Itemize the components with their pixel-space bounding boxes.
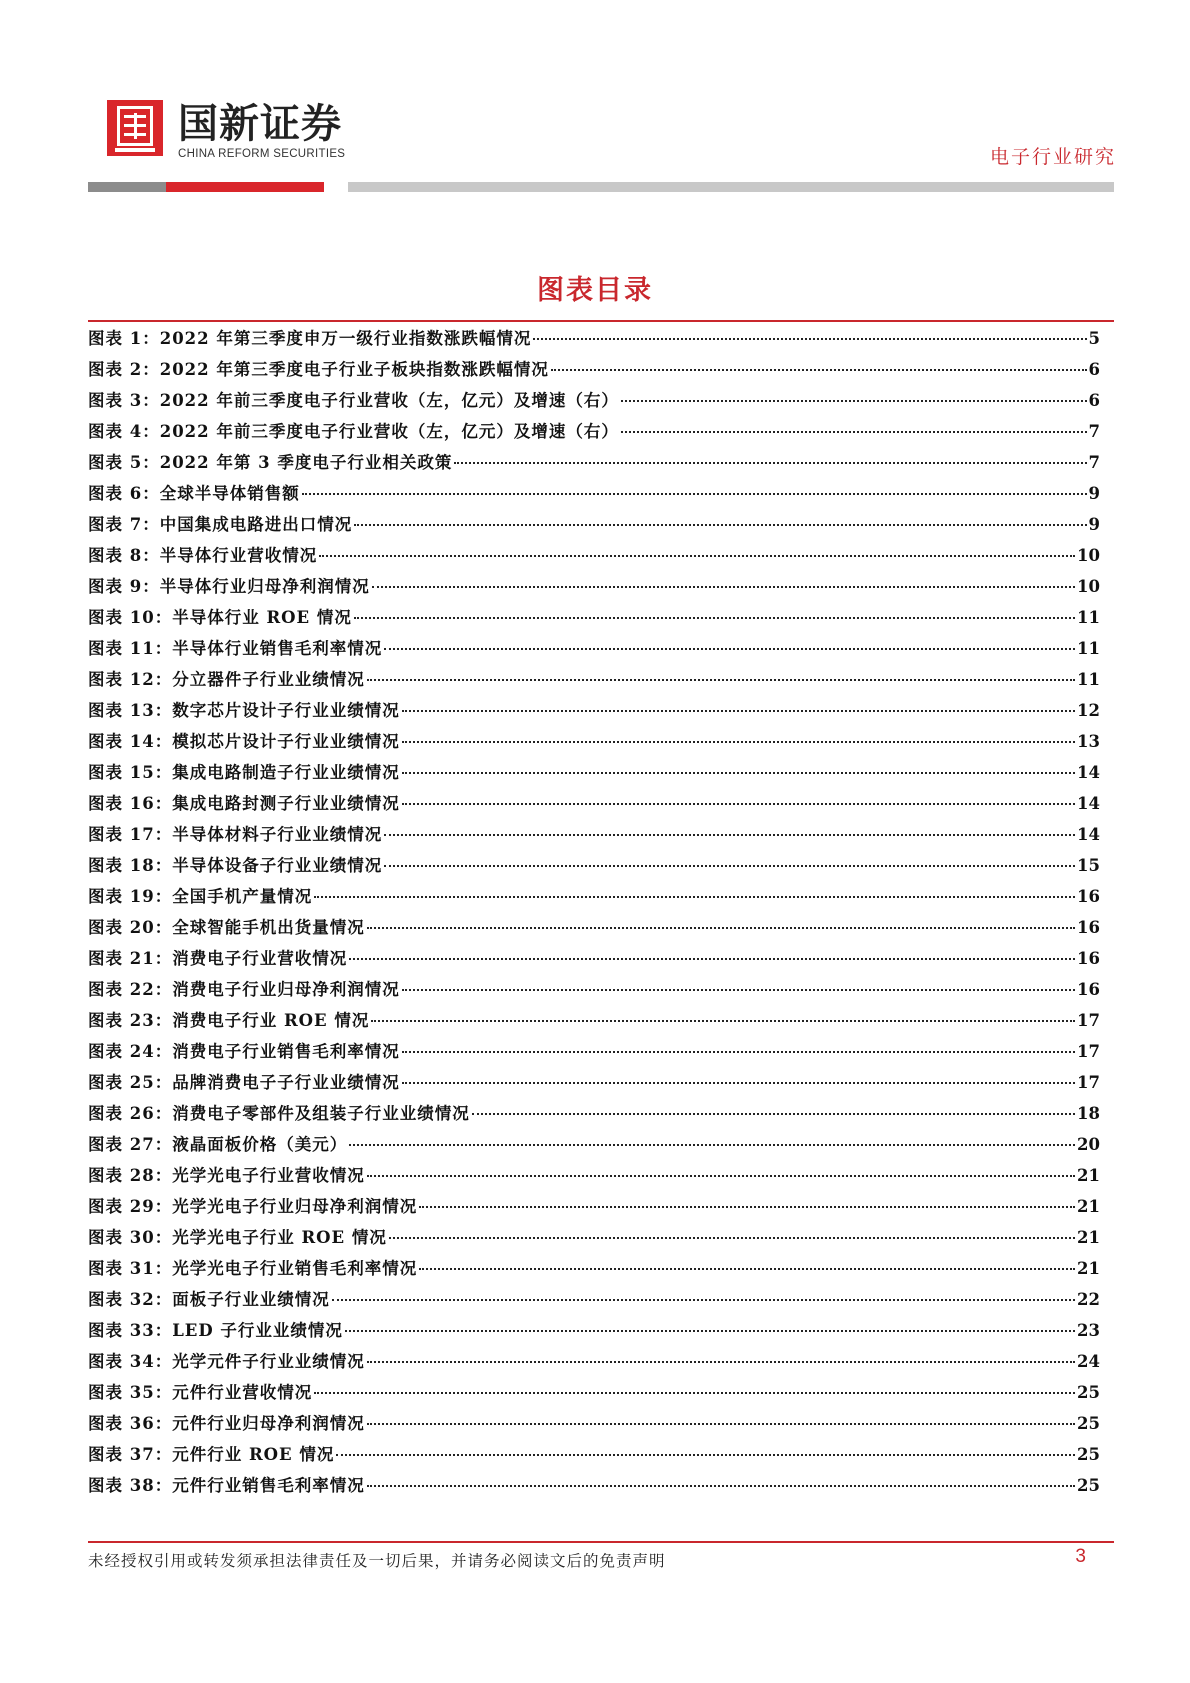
toc-leader-dots <box>472 1113 1075 1115</box>
toc-leader-dots <box>402 1082 1075 1084</box>
toc-entry-label: 图表 33：LED 子行业业绩情况 <box>88 1321 343 1340</box>
toc-leader-dots <box>367 1423 1075 1425</box>
toc-entry[interactable] <box>88 1224 1100 1255</box>
footer-disclaimer: 未经授权引用或转发须承担法律责任及一切后果，并请务必阅读文后的免责声明 <box>88 1552 666 1570</box>
toc-leader-dots <box>402 803 1075 805</box>
toc-leader-dots <box>371 1020 1075 1022</box>
toc-entry-label: 图表 29：光学光电子行业归母净利润情况 <box>88 1197 418 1216</box>
toc-entry-page: 21 <box>1077 1197 1100 1216</box>
toc-leader-dots <box>345 1330 1075 1332</box>
toc-entry-page: 17 <box>1077 1042 1100 1061</box>
brand-logo-mark <box>107 100 163 156</box>
toc-leader-dots <box>367 1361 1075 1363</box>
toc-entry-page: 22 <box>1077 1290 1100 1309</box>
toc-entry-label: 图表 36：元件行业归母净利润情况 <box>88 1414 365 1433</box>
toc-entry-label: 图表 7：中国集成电路进出口情况 <box>88 515 353 534</box>
toc-entry-page: 9 <box>1088 515 1100 534</box>
toc-entry-label: 图表 5：2022 年第 3 季度电子行业相关政策 <box>88 453 453 472</box>
toc-entry-page: 21 <box>1077 1259 1100 1278</box>
toc-entry[interactable] <box>88 542 1100 573</box>
toc-entry-label: 图表 3：2022 年前三季度电子行业营收（左，亿元）及增速（右） <box>88 391 619 410</box>
toc-entry[interactable] <box>88 883 1100 914</box>
toc-entry[interactable] <box>88 511 1100 542</box>
toc-entry-page: 14 <box>1077 794 1100 813</box>
toc-entry-label: 图表 21：消费电子行业营收情况 <box>88 949 348 968</box>
header-bar-light <box>348 182 1114 192</box>
toc-entry[interactable] <box>88 728 1100 759</box>
toc-entry-page: 10 <box>1077 546 1100 565</box>
toc-leader-dots <box>349 958 1075 960</box>
toc-leader-dots <box>402 772 1075 774</box>
toc-entry-label: 图表 31：光学光电子行业销售毛利率情况 <box>88 1259 418 1278</box>
toc-entry[interactable] <box>88 976 1100 1007</box>
toc-leader-dots <box>314 1392 1075 1394</box>
toc-leader-dots <box>419 1206 1075 1208</box>
toc-entry[interactable] <box>88 325 1100 356</box>
toc-entry-page: 25 <box>1077 1414 1100 1433</box>
toc-entry-label: 图表 2：2022 年第三季度电子行业子板块指数涨跌幅情况 <box>88 360 549 379</box>
toc-entry-label: 图表 37：元件行业 ROE 情况 <box>88 1445 335 1464</box>
toc-leader-dots <box>402 710 1075 712</box>
toc-entry-label: 图表 24：消费电子行业销售毛利率情况 <box>88 1042 400 1061</box>
toc-entry-page: 13 <box>1077 732 1100 751</box>
toc-entry-page: 16 <box>1077 949 1100 968</box>
toc-entry[interactable] <box>88 1441 1100 1472</box>
toc-entry[interactable] <box>88 1317 1100 1348</box>
toc-entry-label: 图表 28：光学光电子行业营收情况 <box>88 1166 365 1185</box>
toc-entry-label: 图表 25：品牌消费电子子行业业绩情况 <box>88 1073 400 1092</box>
toc-entry-page: 18 <box>1077 1104 1100 1123</box>
toc-leader-dots <box>349 1144 1075 1146</box>
toc-entry[interactable] <box>88 1379 1100 1410</box>
toc-entry-page: 16 <box>1077 980 1100 999</box>
toc-entry[interactable] <box>88 1348 1100 1379</box>
toc-entry-page: 21 <box>1077 1228 1100 1247</box>
toc-leader-dots <box>389 1237 1075 1239</box>
toc-entry[interactable] <box>88 821 1100 852</box>
toc-entry-label: 图表 35：元件行业营收情况 <box>88 1383 313 1402</box>
toc-entry-page: 25 <box>1077 1476 1100 1495</box>
toc-entry-page: 11 <box>1077 670 1100 689</box>
toc-leader-dots <box>402 741 1075 743</box>
toc-entry[interactable] <box>88 1100 1100 1131</box>
brand-name-english: CHINA REFORM SECURITIES <box>178 148 346 160</box>
toc-entry-label: 图表 18：半导体设备子行业业绩情况 <box>88 856 383 875</box>
toc-entry-label: 图表 8：半导体行业营收情况 <box>88 546 318 565</box>
toc-entry-page: 5 <box>1088 329 1100 348</box>
toc-entry-label: 图表 19：全国手机产量情况 <box>88 887 313 906</box>
toc-entry-label: 图表 1：2022 年第三季度申万一级行业指数涨跌幅情况 <box>88 329 532 348</box>
toc-entry[interactable] <box>88 666 1100 697</box>
toc-entry-label: 图表 20：全球智能手机出货量情况 <box>88 918 365 937</box>
toc-entry-page: 7 <box>1088 453 1100 472</box>
toc-entry-label: 图表 4：2022 年前三季度电子行业营收（左，亿元）及增速（右） <box>88 422 619 441</box>
toc-leader-dots <box>402 989 1075 991</box>
toc-entry-label: 图表 16：集成电路封测子行业业绩情况 <box>88 794 400 813</box>
toc-entry-label: 图表 15：集成电路制造子行业业绩情况 <box>88 763 400 782</box>
toc-leader-dots <box>372 586 1075 588</box>
toc-leader-dots <box>533 338 1086 340</box>
toc-entry-label: 图表 9：半导体行业归母净利润情况 <box>88 577 370 596</box>
toc-entry[interactable] <box>88 573 1100 604</box>
toc-entry[interactable] <box>88 759 1100 790</box>
toc-entry-page: 6 <box>1088 391 1100 410</box>
toc-entry[interactable] <box>88 449 1100 480</box>
toc-entry[interactable] <box>88 604 1100 635</box>
toc-entry-page: 21 <box>1077 1166 1100 1185</box>
toc-leader-dots <box>319 555 1075 557</box>
footer-divider <box>88 1541 1114 1543</box>
title-divider <box>88 320 1114 322</box>
toc-entry-page: 15 <box>1077 856 1100 875</box>
toc-entry[interactable] <box>88 852 1100 883</box>
toc-leader-dots <box>367 1485 1075 1487</box>
page-title: 图表目录 <box>537 275 653 306</box>
toc-entry[interactable] <box>88 1410 1100 1441</box>
toc-leader-dots <box>384 865 1075 867</box>
toc-entry-label: 图表 6：全球半导体销售额 <box>88 484 300 503</box>
toc-entry-page: 9 <box>1088 484 1100 503</box>
toc-entry-label: 图表 23：消费电子行业 ROE 情况 <box>88 1011 370 1030</box>
toc-leader-dots <box>354 524 1086 526</box>
toc-entry-label: 图表 22：消费电子行业归母净利润情况 <box>88 980 400 999</box>
toc-entry-label: 图表 27：液晶面板价格（美元） <box>88 1135 348 1154</box>
toc-leader-dots <box>332 1299 1075 1301</box>
toc-leader-dots <box>336 1454 1075 1456</box>
toc-entry[interactable] <box>88 1255 1100 1286</box>
toc-leader-dots <box>367 679 1075 681</box>
toc-entry[interactable] <box>88 914 1100 945</box>
toc-leader-dots <box>367 1175 1075 1177</box>
toc-entry-page: 6 <box>1088 360 1100 379</box>
toc-leader-dots <box>454 462 1086 464</box>
toc-entry-label: 图表 10：半导体行业 ROE 情况 <box>88 608 352 627</box>
toc-entry[interactable] <box>88 1038 1100 1069</box>
toc-entry-label: 图表 34：光学元件子行业业绩情况 <box>88 1352 365 1371</box>
toc-entry-label: 图表 26：消费电子零部件及组装子行业业绩情况 <box>88 1104 470 1123</box>
toc-entry-page: 7 <box>1088 422 1100 441</box>
toc-entry-label: 图表 11：半导体行业销售毛利率情况 <box>88 639 383 658</box>
toc-leader-dots <box>384 648 1075 650</box>
toc-entry[interactable] <box>88 480 1100 511</box>
toc-entry[interactable] <box>88 1193 1100 1224</box>
toc-entry[interactable] <box>88 790 1100 821</box>
toc-entry[interactable] <box>88 356 1100 387</box>
toc-entry-page: 25 <box>1077 1383 1100 1402</box>
toc-entry[interactable] <box>88 697 1100 728</box>
toc-leader-dots <box>621 400 1087 402</box>
toc-entry[interactable] <box>88 1472 1100 1503</box>
figure-list <box>88 325 1100 1503</box>
toc-entry-label: 图表 32：面板子行业业绩情况 <box>88 1290 330 1309</box>
toc-entry[interactable] <box>88 387 1100 418</box>
header-bar-gray <box>88 182 166 192</box>
toc-entry-label: 图表 17：半导体材料子行业业绩情况 <box>88 825 383 844</box>
toc-entry[interactable] <box>88 635 1100 666</box>
toc-leader-dots <box>621 431 1087 433</box>
toc-leader-dots <box>402 1051 1075 1053</box>
toc-entry[interactable] <box>88 1286 1100 1317</box>
header-bar-red <box>166 182 324 192</box>
toc-entry-page: 17 <box>1077 1011 1100 1030</box>
toc-entry-page: 12 <box>1077 701 1100 720</box>
brand-name: 国新证券 <box>178 101 342 147</box>
toc-leader-dots <box>302 493 1087 495</box>
toc-entry-page: 16 <box>1077 887 1100 906</box>
toc-entry-label: 图表 14：模拟芯片设计子行业业绩情况 <box>88 732 400 751</box>
toc-entry-page: 14 <box>1077 763 1100 782</box>
toc-leader-dots <box>419 1268 1075 1270</box>
toc-entry-label: 图表 13：数字芯片设计子行业业绩情况 <box>88 701 400 720</box>
toc-entry-page: 25 <box>1077 1445 1100 1464</box>
toc-leader-dots <box>367 927 1075 929</box>
toc-entry-page: 24 <box>1077 1352 1100 1371</box>
page-number: 3 <box>1075 1546 1086 1567</box>
toc-entry-label: 图表 12：分立器件子行业业绩情况 <box>88 670 365 689</box>
toc-entry[interactable] <box>88 418 1100 449</box>
toc-leader-dots <box>384 834 1075 836</box>
toc-entry-page: 23 <box>1077 1321 1100 1340</box>
toc-leader-dots <box>314 896 1075 898</box>
toc-leader-dots <box>354 617 1075 619</box>
toc-entry-page: 10 <box>1077 577 1100 596</box>
toc-leader-dots <box>551 369 1087 371</box>
toc-entry-page: 17 <box>1077 1073 1100 1092</box>
toc-entry-page: 11 <box>1077 608 1100 627</box>
toc-entry[interactable] <box>88 1162 1100 1193</box>
toc-entry-label: 图表 30：光学光电子行业 ROE 情况 <box>88 1228 387 1247</box>
toc-entry-label: 图表 38：元件行业销售毛利率情况 <box>88 1476 365 1495</box>
toc-entry[interactable] <box>88 1007 1100 1038</box>
toc-entry[interactable] <box>88 1069 1100 1100</box>
toc-entry-page: 20 <box>1077 1135 1100 1154</box>
toc-entry[interactable] <box>88 945 1100 976</box>
toc-entry-page: 14 <box>1077 825 1100 844</box>
toc-entry[interactable] <box>88 1131 1100 1162</box>
report-section: 电子行业研究 <box>989 146 1116 168</box>
toc-entry-page: 16 <box>1077 918 1100 937</box>
toc-entry-page: 11 <box>1077 639 1100 658</box>
